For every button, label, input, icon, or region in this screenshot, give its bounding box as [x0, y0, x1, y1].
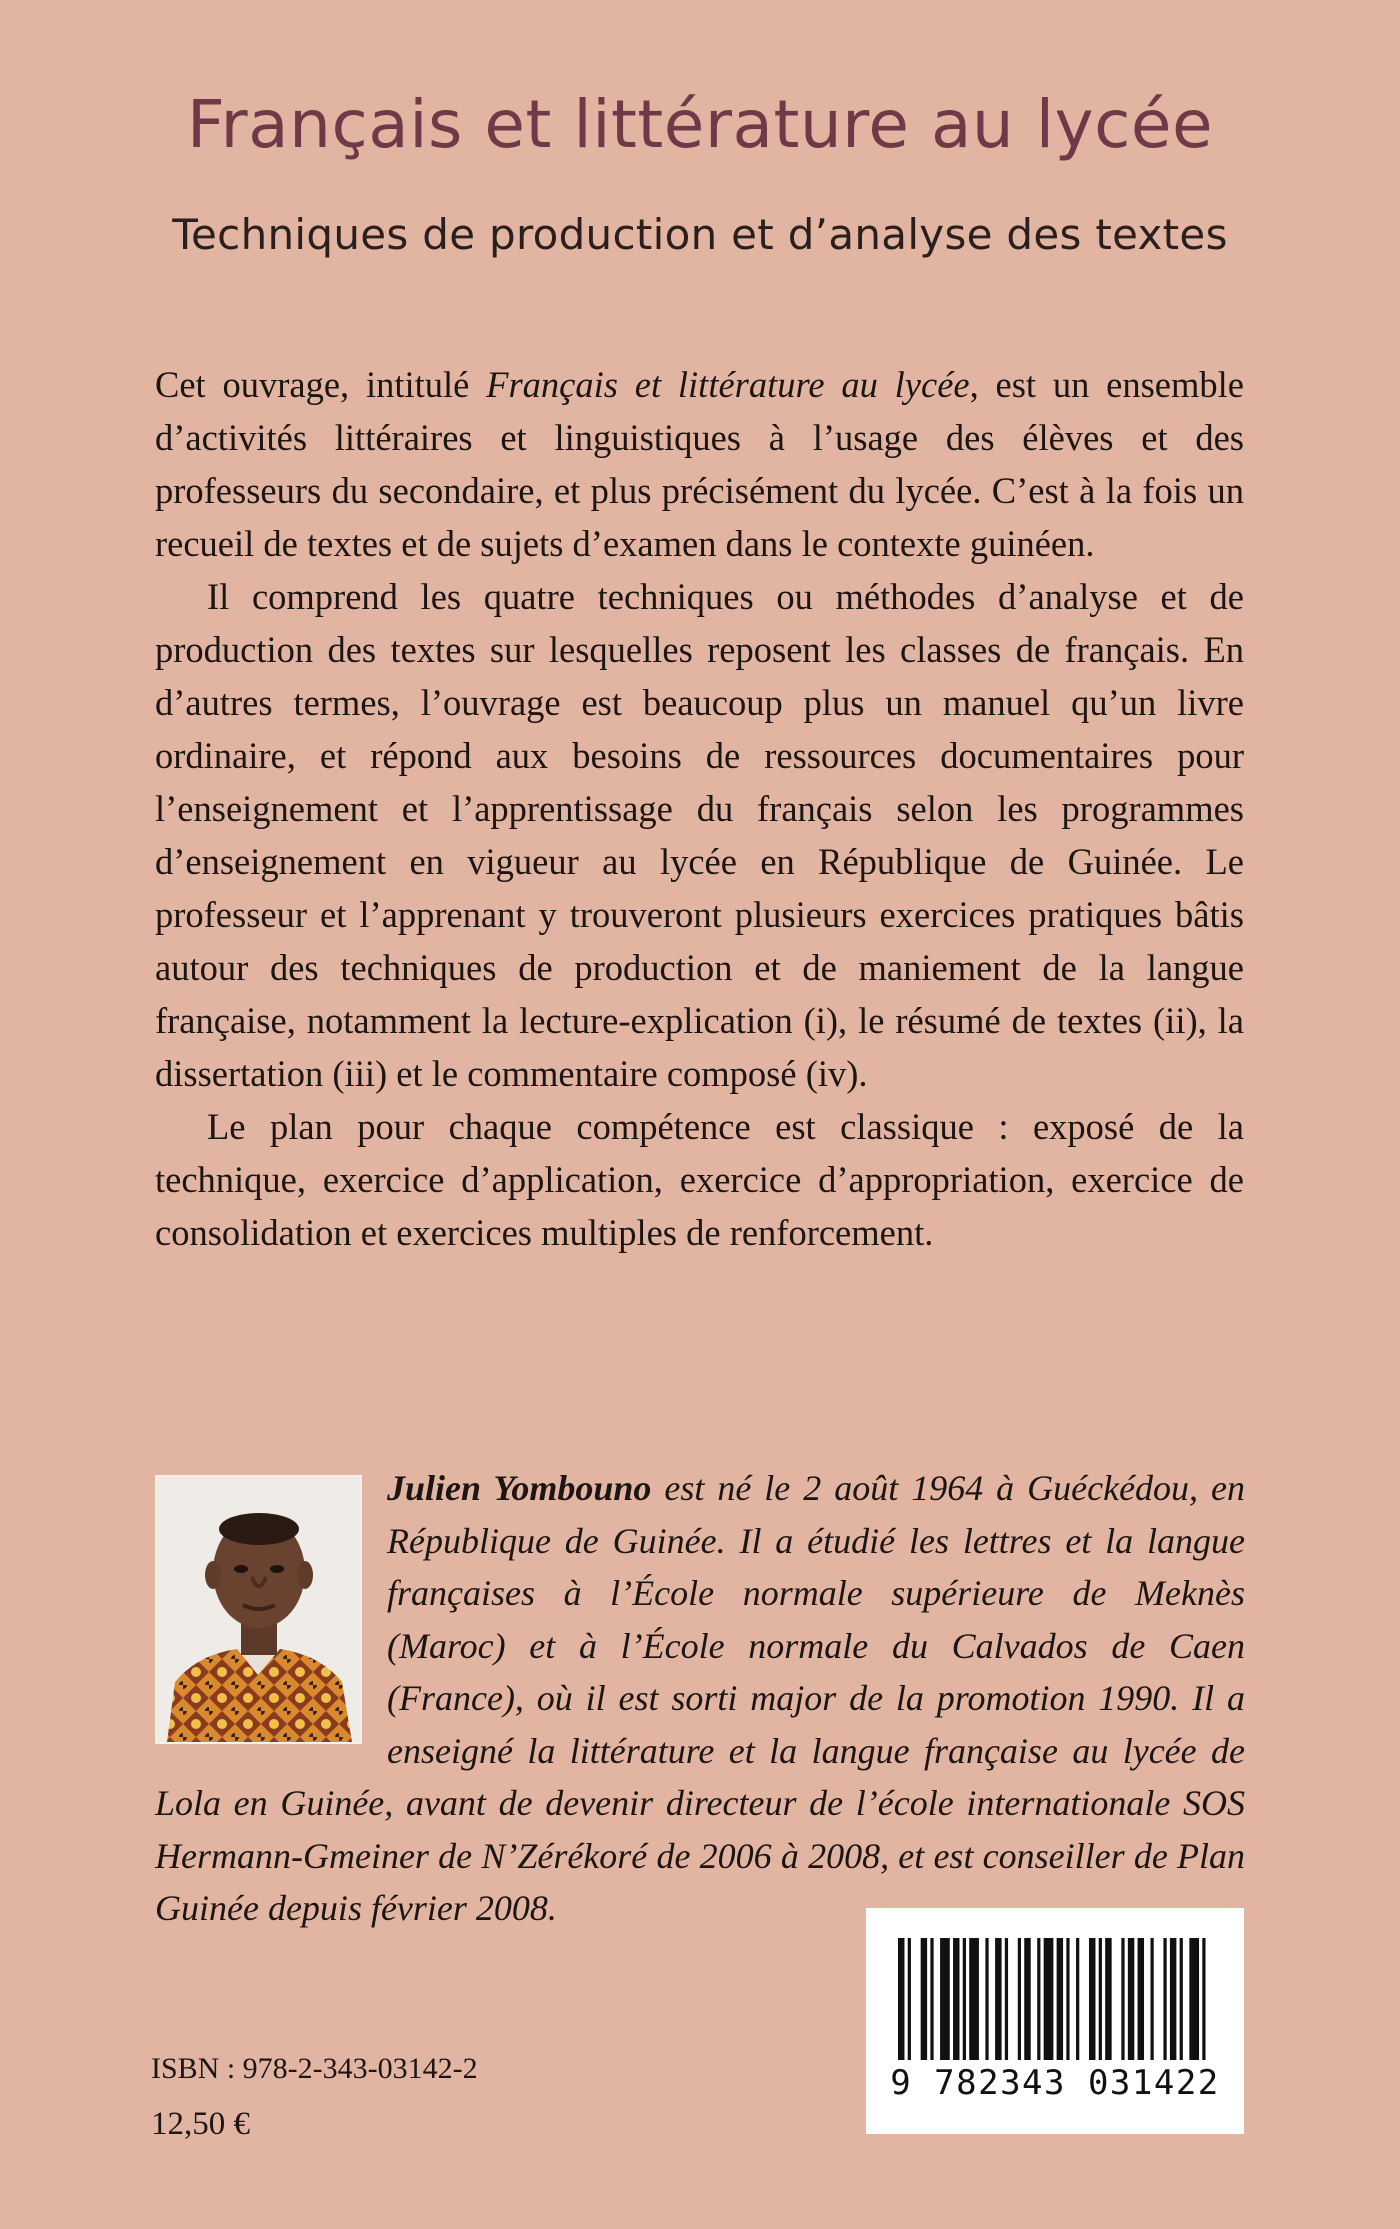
author-bio-text: est né le 2 août 1964 à Guéckédou, en République de Guinée. Il a étudié les lettres et la langue françaises à l’École normale supérieure de Meknès (Maroc) et à l’École normale du Calvados de Caen (France), où il est sorti major de la promotion 1990. Il a enseigné la littérature et la langue française au lycée de Lola en Guinée, avant de devenir directeur de l’école internationale SOS Hermann-Gmeiner de N’Zérékoré de 2006 à 2008, et est conseiller de Plan Guinée depuis février 2008. [155, 1468, 1246, 1928]
summary-p1-rest: , est un ensemble d’activités littéraires et linguistiques à l’usage des élèves et des professeurs du secondaire, et plus précisément du lycée. C’est à la fois un recueil de textes et de sujets d’examen dans le contexte guinéen. [155, 364, 1244, 564]
summary-paragraph-3: Le plan pour chaque compétence est classique : exposé de la technique, exercice d’application, exercice d’appropriation, exercice de consolidation et exercices multiples de renforcement. [155, 1106, 1244, 1253]
author-name: Julien Yombouno [387, 1468, 652, 1508]
isbn: ISBN : 978-2-343-03142-2 [151, 2052, 478, 2085]
summary-paragraph-1 [155, 358, 1244, 570]
author-biography [155, 1462, 1245, 1935]
back-cover-summary [155, 358, 1244, 1259]
book-subtitle: Techniques de production et d’analyse des textes [172, 210, 1228, 259]
price: 12,50 € [151, 2106, 250, 2142]
barcode [866, 1908, 1244, 2134]
barcode-number: 9 782343 031422 [890, 2063, 1220, 2103]
summary-p1-lead: Cet ouvrage, intitulé [155, 364, 487, 405]
summary-paragraph-2: Il comprend les quatre techniques ou méthodes d’analyse et de production des textes sur lesquelles reposent les classes de français. En d’autres termes, l’ouvrage est beaucoup plus un manuel qu’un livre ordinaire, et répond aux besoins de ressources documentaires pour l’enseignement et l’apprentissage du français selon les programmes d’enseignement en vigueur au lycée en République de Guinée. Le professeur et l’apprenant y trouveront plusieurs exercices pratiques bâtis autour des techniques de production et de maniement de la langue française, notamment la lecture-explication (i), le résumé de textes (ii), la dissertation (iii) et le commentaire composé (iv). [155, 576, 1244, 1094]
barcode-bars-icon [898, 1938, 1212, 2060]
summary-p1-title-italic: Français et littérature au lycée [486, 364, 970, 405]
photo-spacer [155, 1462, 387, 1762]
book-title: Français et littérature au lycée [186, 86, 1214, 163]
